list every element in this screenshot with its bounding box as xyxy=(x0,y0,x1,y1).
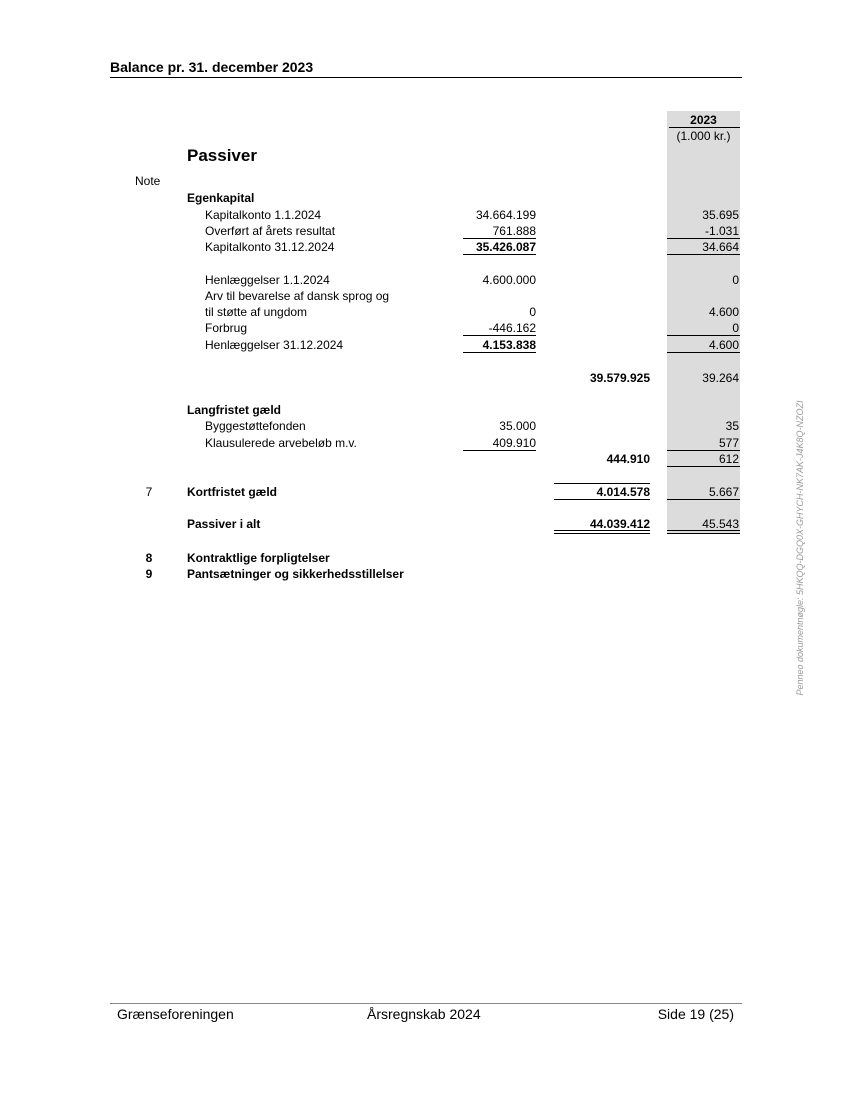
arv-amount: 0 xyxy=(529,305,536,319)
total-rule xyxy=(667,499,740,500)
note-9-label: Pantsætninger og sikkerhedsstillelser xyxy=(187,567,404,581)
byggestoette-label: Byggestøttefonden xyxy=(205,419,306,433)
passiver-total-prior: 45.543 xyxy=(702,517,739,531)
kortfristet-prior: 5.667 xyxy=(708,485,739,499)
total-rule xyxy=(463,254,536,255)
arv-prior: 4.600 xyxy=(708,305,739,319)
note-8-label: Kontraktlige forpligtelser xyxy=(187,551,330,565)
kapitalkonto-start-amount: 34.664.199 xyxy=(475,208,536,222)
unit-label: (1.000 kr.) xyxy=(676,129,731,143)
kapitalkonto-end-prior: 34.664 xyxy=(702,240,739,254)
page-title: Balance pr. 31. december 2023 xyxy=(110,59,314,75)
arv-label-line1: Arv til bevarelse af dansk sprog og xyxy=(205,289,390,303)
note-column-label: Note xyxy=(135,174,161,188)
note-number: 9 xyxy=(145,567,153,581)
total-rule xyxy=(463,352,536,353)
klausulerede-label: Klausulerede arvebeløb m.v. xyxy=(205,436,357,450)
kapitalkonto-end-label: Kapitalkonto 31.12.2024 xyxy=(205,240,335,254)
total-rule xyxy=(554,499,650,500)
henlaeggelser-start-prior: 0 xyxy=(732,273,739,287)
overfoert-label: Overført af årets resultat xyxy=(205,224,336,238)
passiver-total-amount: 44.039.412 xyxy=(589,517,650,531)
egenkapital-heading: Egenkapital xyxy=(187,191,255,205)
footer-divider xyxy=(110,1003,742,1004)
subtotal-rule xyxy=(667,335,740,336)
grand-total-double-rule xyxy=(667,530,740,534)
total-rule xyxy=(667,466,740,467)
henlaeggelser-end-label: Henlæggelser 31.12.2024 xyxy=(205,338,344,352)
klausulerede-amount: 409.910 xyxy=(492,436,536,450)
prior-year-column-shade xyxy=(667,111,740,534)
egenkapital-total-prior: 39.264 xyxy=(702,371,739,385)
klausulerede-prior: 577 xyxy=(718,436,739,450)
subtotal-rule xyxy=(667,450,740,451)
byggestoette-prior: 35 xyxy=(725,419,739,433)
total-rule xyxy=(667,254,740,255)
egenkapital-total-amount: 39.579.925 xyxy=(589,371,650,385)
langfristet-total-prior: 612 xyxy=(718,452,739,466)
subtotal-rule xyxy=(463,450,536,451)
passiver-total-label: Passiver i alt xyxy=(187,517,261,531)
note-number: 8 xyxy=(145,551,153,565)
note-number: 7 xyxy=(145,485,153,499)
kapitalkonto-end-amount: 35.426.087 xyxy=(475,240,536,254)
overfoert-amount: 761.888 xyxy=(492,224,536,238)
forbrug-prior: 0 xyxy=(732,321,739,335)
grand-total-double-rule xyxy=(554,530,650,534)
footer-organisation: Grænseforeningen xyxy=(117,1006,234,1022)
kortfristet-label: Kortfristet gæld xyxy=(187,485,277,499)
kapitalkonto-start-prior: 35.695 xyxy=(702,208,739,222)
total-rule xyxy=(667,352,740,353)
prior-year-heading: 2023 xyxy=(690,113,717,127)
arv-label-line2: til støtte af ungdom xyxy=(205,305,308,319)
header-divider xyxy=(110,77,742,78)
kapitalkonto-start-label: Kapitalkonto 1.1.2024 xyxy=(205,208,322,222)
langfristet-total-amount: 444.910 xyxy=(606,452,650,466)
overfoert-prior: -1.031 xyxy=(704,224,739,238)
langfristet-heading: Langfristet gæld xyxy=(187,403,282,417)
henlaeggelser-end-amount: 4.153.838 xyxy=(482,338,536,352)
henlaeggelser-end-prior: 4.600 xyxy=(708,338,739,352)
footer-page-number: Side 19 (25) xyxy=(657,1006,734,1022)
henlaeggelser-start-label: Henlæggelser 1.1.2024 xyxy=(205,273,330,287)
forbrug-label: Forbrug xyxy=(205,321,248,335)
section-title: Passiver xyxy=(187,146,257,165)
subtotal-rule xyxy=(463,335,536,336)
subtotal-rule xyxy=(667,238,740,239)
byggestoette-amount: 35.000 xyxy=(499,419,536,433)
prior-year-heading-rule xyxy=(669,127,740,128)
subtotal-rule xyxy=(463,238,536,239)
penneo-watermark: Penneo dokumentnøgle: 5HKQQ-DGQ0X-GHYCH-NK7AK-J4K8Q-NZOZI xyxy=(795,400,805,696)
henlaeggelser-start-amount: 4.600.000 xyxy=(482,273,536,287)
forbrug-amount: -446.162 xyxy=(488,321,536,335)
footer-report-title: Årsregnskab 2024 xyxy=(367,1006,481,1022)
kortfristet-amount: 4.014.578 xyxy=(596,485,650,499)
subtotal-rule xyxy=(554,483,650,484)
